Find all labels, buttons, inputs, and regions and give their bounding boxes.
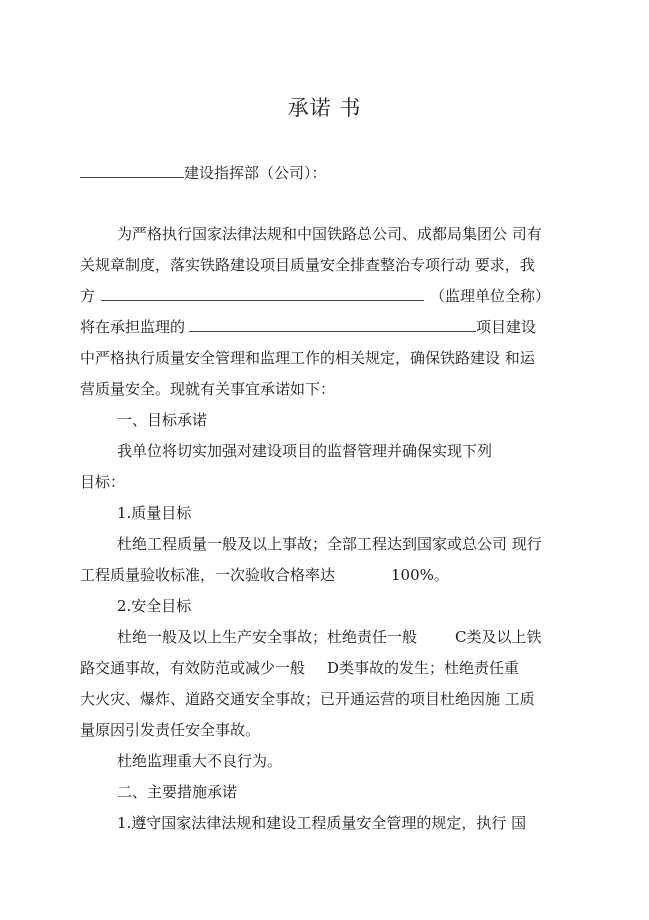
paragraph-1-line-1: 为严格执行国家法律法规和中国铁路总公司、成都局集团公 司有 (117, 225, 542, 243)
safety-target-line-4: 量原因引发责任安全事故。 (80, 721, 261, 739)
safety-target-line-3: 大火灾、爆炸、道路交通安全事故；已开通运营的项目杜绝因施 工质 (80, 690, 535, 708)
paragraph-1-line-3 (80, 286, 550, 306)
acceptance-rate-text: 工程质量验收标准，一次验收合格率达 (80, 566, 336, 584)
addressee-text: 建设指挥部（公司）： (184, 164, 327, 182)
safety-line-2-text-a: 路交通事故，有效防范或减少一般 (80, 659, 306, 677)
supervisor-unit-label: （监理单位全称） (430, 287, 551, 305)
project-construction-text: 项目建设 (476, 318, 537, 336)
safety-line-1-text-a: 杜绝一般及以上生产安全事故；杜绝责任一般 (117, 628, 418, 646)
safety-target-line-2 (80, 658, 519, 678)
undertake-text: 将在承担监理的 (80, 318, 186, 336)
safety-target-line-1 (117, 627, 542, 647)
paragraph-2-line-2: 目标： (80, 473, 126, 491)
safety-target-heading: 2.安全目标 (117, 597, 192, 615)
acceptance-rate-value: 100%。 (391, 566, 449, 584)
paragraph-1-line-6: 营质量安全。现就有关事宜承诺如下： (80, 380, 336, 398)
quality-target-heading: 1.质量目标 (117, 504, 192, 522)
page-title: 承诺 书 (287, 96, 362, 120)
quality-target-line-1: 杜绝工程质量一般及以上事故；全部工程达到国家或总公司 现行 (117, 535, 542, 553)
paragraph-1-line-4 (80, 317, 536, 337)
paragraph-1-line-2: 关规章制度，落实铁路建设项目质量安全排查整治专项行动 要求，我 (80, 256, 535, 274)
supervisor-unit-blank[interactable] (101, 286, 424, 301)
section-1-heading: 一、目标承诺 (117, 411, 208, 429)
addressee-line (80, 163, 327, 183)
paragraph-2-line-1: 我单位将切实加强对建设项目的监督管理并确保实现下列 (117, 442, 493, 460)
addressee-blank[interactable] (80, 163, 184, 178)
supervision-target-line: 杜绝监理重大不良行为。 (117, 752, 283, 770)
project-name-blank[interactable] (189, 317, 476, 332)
measure-1-line-1: 1.遵守国家法律法规和建设工程质量安全管理的规定，执行 国 (117, 814, 527, 832)
section-2-heading: 二、主要措施承诺 (117, 783, 238, 801)
quality-target-line-2 (80, 565, 449, 585)
safety-line-1-text-b: C类及以上铁 (455, 628, 542, 646)
safety-line-2-text-b: D类事故的发生；杜绝责任重 (327, 659, 520, 677)
paragraph-1-line-5: 中严格执行质量安全管理和监理工作的相关规定，确保铁路建设 和运 (80, 349, 535, 367)
fang-text: 方 (80, 287, 96, 305)
